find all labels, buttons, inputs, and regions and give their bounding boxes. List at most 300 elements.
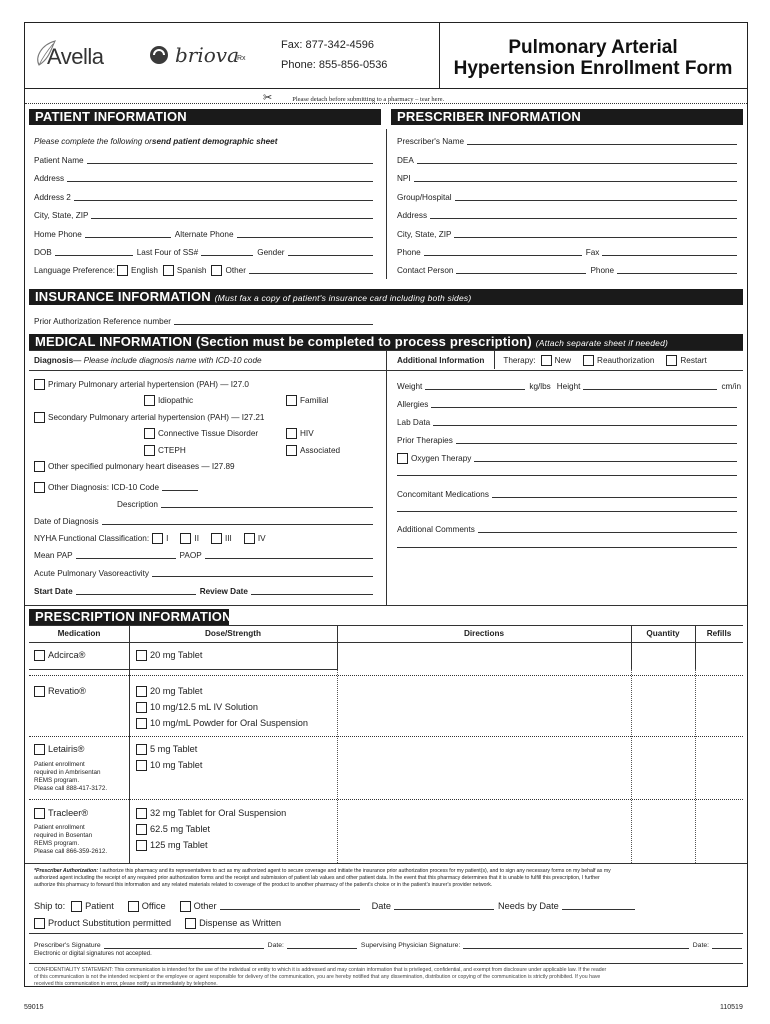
- weight-field[interactable]: [425, 381, 525, 390]
- review-date-field[interactable]: [251, 586, 373, 595]
- cteph-label: CTEPH: [158, 445, 186, 455]
- authorization-line-3: authorize this pharmacy to forward this information and any related materials related to coverage of the product to another pharmacy of the patient's choice or in the patient's insurer's provider network.: [34, 882, 493, 888]
- ship-other-field[interactable]: [220, 901, 360, 910]
- medical-divider: [386, 350, 387, 605]
- concomitant-row: [397, 488, 741, 500]
- alt-phone-field[interactable]: [237, 229, 373, 238]
- adcirca-checkbox[interactable]: [34, 650, 45, 661]
- tracleer-dose-2-row: [136, 823, 210, 835]
- letairis-dose-1-checkbox[interactable]: [136, 744, 147, 755]
- letairis-note-3: REMS program.: [34, 777, 80, 784]
- language-other-field[interactable]: [249, 265, 373, 274]
- additional-blank-line-3: [397, 547, 737, 548]
- associated-checkbox[interactable]: [286, 445, 297, 456]
- adcirca-dose-1-row: [136, 649, 202, 661]
- nyha-label: NYHA Functional Classification:: [34, 533, 150, 543]
- allergies-field[interactable]: [431, 399, 737, 408]
- dea-label: DEA: [397, 156, 414, 165]
- tracleer-dose-2-checkbox[interactable]: [136, 824, 147, 835]
- dob-label: DOB: [34, 248, 52, 257]
- authorization-line-2: authorized agent including the receipt of any required prior authorization forms and the receipt and submission of patient lab values and other patient data. In the event that this pharmacy determines that it is unable to fulfill this prescription, I further: [34, 875, 600, 881]
- patient-name-row: [34, 154, 377, 166]
- lab-data-field[interactable]: [433, 417, 737, 426]
- prescriber-address-field[interactable]: [430, 210, 737, 219]
- english-label: English: [131, 265, 158, 275]
- revatio-dose-3-checkbox[interactable]: [136, 718, 147, 729]
- scissors-icon: ✂: [263, 92, 273, 104]
- instruction-bold: send patient demographic sheet: [151, 137, 278, 146]
- language-label: Language Preference:: [34, 265, 116, 275]
- rx-dot-row-2: [29, 736, 743, 737]
- title-line-1: Pulmonary Arterial: [508, 37, 678, 58]
- ship-office-checkbox[interactable]: [128, 901, 139, 912]
- ship-office-label: Office: [141, 900, 166, 911]
- kg-lbs-label: kg/lbs: [529, 382, 551, 391]
- prescriber-fax-field[interactable]: [602, 247, 737, 256]
- revatio-label: Revatio®: [48, 685, 86, 696]
- tracleer-dose-1-row: [136, 807, 286, 819]
- shipping-bottom-border: [29, 933, 743, 934]
- therapy-new-checkbox[interactable]: [541, 355, 552, 366]
- ship-other-label: Other: [193, 900, 217, 911]
- additional-info-divider: [494, 351, 495, 369]
- oxygen-row: [397, 452, 741, 464]
- header-bottom-border: [25, 88, 747, 89]
- home-phone-field[interactable]: [85, 229, 171, 238]
- letairis-note-2: required in Ambrisentan: [34, 769, 101, 776]
- tracleer-dose-2-label: 62.5 mg Tablet: [150, 823, 211, 834]
- needs-by-label: Needs by Date: [498, 900, 559, 911]
- prescriber-sig-label: Prescriber's Signature: [34, 942, 101, 949]
- tracleer-note-1: Patient enrollment: [34, 824, 85, 831]
- vasoreactivity-label: Acute Pulmonary Vasoreactivity: [34, 569, 149, 578]
- insurance-note: (Must fax a copy of patient's insurance card including both sides): [214, 293, 472, 303]
- therapy-restart-label: Restart: [680, 355, 707, 365]
- prescriber-city-field[interactable]: [454, 229, 737, 238]
- prescriber-info-heading: PRESCRIBER INFORMATION: [391, 109, 743, 125]
- additional-info-header: [397, 354, 707, 366]
- prior-auth-field[interactable]: [174, 316, 373, 325]
- weight-label: Weight: [397, 382, 423, 391]
- fax-number: Fax: 877-342-4596: [281, 39, 374, 51]
- dea-row: [397, 154, 741, 166]
- nyha-i-checkbox[interactable]: [152, 533, 163, 544]
- letairis-dose-2-checkbox[interactable]: [136, 760, 147, 771]
- electronic-note: Electronic or digital signatures not accepted.: [34, 951, 152, 957]
- revatio-checkbox[interactable]: [34, 686, 45, 697]
- pah-primary-checkbox[interactable]: [34, 379, 45, 390]
- patient-address2-label: Address 2: [34, 193, 71, 202]
- briova-wordmark: briova: [175, 43, 240, 67]
- confidentiality-line-1: CONFIDENTIALITY STATEMENT: This communication is intended for the use of the individual or entity to which it is addressed and may contain information that is privileged, confidential, and exempt from disclosure under applicable law. If the reader: [34, 967, 607, 973]
- col-dose: Dose/Strength: [205, 629, 261, 638]
- ship-to-label: Ship to:: [34, 900, 66, 911]
- title-line-2: Hypertension Enrollment Form: [453, 58, 733, 79]
- other-pulm-label: Other specified pulmonary heart diseases — I27.89: [48, 461, 235, 471]
- cteph-checkbox[interactable]: [144, 445, 155, 456]
- letairis-note-4: Please call 888-417-3172.: [34, 785, 108, 792]
- lab-data-label: Lab Data: [397, 418, 431, 427]
- patient-address2-row: [34, 191, 377, 203]
- other-pulm-row: [34, 460, 235, 472]
- start-date-field[interactable]: [76, 586, 196, 595]
- needs-by-field[interactable]: [562, 901, 635, 910]
- ship-date-field[interactable]: [394, 901, 494, 910]
- description-row: [117, 498, 377, 510]
- idiopathic-checkbox[interactable]: [144, 395, 155, 406]
- dob-field[interactable]: [55, 247, 133, 256]
- associated-label: Associated: [300, 445, 341, 455]
- tracleer-note-4: Please call 866-359-2612.: [34, 848, 108, 855]
- patient-phone-row: [34, 228, 377, 240]
- briova-rx-suffix: Rx: [237, 55, 246, 62]
- mean-pap-label: Mean PAP: [34, 551, 73, 560]
- form-code-right: 110519: [720, 1004, 743, 1011]
- ctd-row: [144, 427, 258, 439]
- col-directions: Directions: [463, 629, 505, 638]
- tracleer-dose-1-label: 32 mg Tablet for Oral Suspension: [150, 807, 287, 818]
- detach-note-text: Please detach before submitting to a pharmacy – tear here.: [292, 96, 445, 103]
- prescriber-phone-field[interactable]: [424, 247, 582, 256]
- letairis-dose-1-row: [136, 743, 197, 755]
- npi-row: [397, 172, 741, 184]
- idiopathic-row: [144, 394, 193, 406]
- instruction-prefix: Please complete the following or: [34, 137, 152, 146]
- concomitant-label: Concomitant Medications: [397, 490, 489, 499]
- insurance-heading: [29, 289, 743, 305]
- contact-label: Contact Person: [397, 266, 454, 275]
- phone-number: Phone: 855-856-0536: [281, 59, 388, 71]
- tear-line: [25, 103, 747, 104]
- confidentiality-line-2: of this communication is not the intended recipient or the employee or agent responsible for delivery of the communication, you are hereby notified that any dissemination, distribution or copying of the communication is strictly prohibited. If you have: [34, 974, 601, 980]
- contact-row: [397, 264, 741, 276]
- rx-bottom-border: [25, 863, 747, 864]
- prescription-heading: PRESCRIPTION INFORMATION: [29, 609, 229, 625]
- paop-label: PAOP: [179, 551, 202, 560]
- prior-therapies-row: [397, 434, 741, 446]
- patient-address-field[interactable]: [67, 173, 373, 182]
- briova-logo: [149, 43, 259, 69]
- tracleer-note: [34, 824, 107, 856]
- nyha-iv-checkbox[interactable]: [244, 533, 255, 544]
- therapy-reauth-checkbox[interactable]: [583, 355, 594, 366]
- prescriber-phone-row: [397, 246, 741, 258]
- pah-secondary-checkbox[interactable]: [34, 412, 45, 423]
- prescriber-address-row: [397, 209, 741, 221]
- patient-instruction: [34, 135, 277, 147]
- revatio-dose-1-checkbox[interactable]: [136, 686, 147, 697]
- revatio-dose-1-row: [136, 685, 202, 697]
- other-dx-row: [34, 481, 202, 493]
- review-date-label: Review Date: [199, 587, 248, 596]
- ship-date-label: Date: [371, 900, 392, 911]
- gender-label: Gender: [257, 248, 285, 257]
- adcirca-label: Adcirca®: [48, 649, 86, 660]
- contact-field[interactable]: [456, 265, 586, 274]
- daw-label: Dispense as Written: [199, 917, 282, 928]
- ctd-checkbox[interactable]: [144, 428, 155, 439]
- ship-patient-label: Patient: [85, 900, 114, 911]
- substitution-checkbox[interactable]: [34, 918, 45, 929]
- hiv-checkbox[interactable]: [286, 428, 297, 439]
- patient-name-field[interactable]: [87, 155, 373, 164]
- sig-date-2-field[interactable]: [712, 940, 742, 949]
- height-label: Height: [556, 382, 581, 391]
- npi-label: NPI: [397, 174, 411, 183]
- nyha-row: [34, 532, 266, 544]
- prescriber-name-label: Prescriber's Name: [397, 137, 465, 146]
- supervising-label: Supervising Physician Signature:: [360, 942, 461, 949]
- rx-header-bottom: [29, 642, 743, 643]
- prior-therapies-field[interactable]: [456, 435, 737, 444]
- other-dx-checkbox[interactable]: [34, 482, 45, 493]
- language-other-checkbox[interactable]: [211, 265, 222, 276]
- patient-info-heading: PATIENT INFORMATION: [29, 109, 381, 125]
- description-field[interactable]: [161, 499, 373, 508]
- group-row: [397, 191, 741, 203]
- comments-row: [397, 523, 741, 535]
- gender-field[interactable]: [288, 247, 373, 256]
- signature-bottom-border: [29, 963, 743, 964]
- allergies-row: [397, 398, 741, 410]
- daw-checkbox[interactable]: [185, 918, 196, 929]
- authorization-line-1: I authorize this pharmacy and its representatives to act as my authorized agent to secure coverage and initiate the insurance prior authorization process for my patient(s), and to sign any necessary forms on my behalf as my: [98, 868, 611, 874]
- authorization-text: [34, 868, 740, 889]
- lab-data-row: [397, 416, 741, 428]
- height-field[interactable]: [583, 381, 717, 390]
- familial-label: Familial: [300, 395, 329, 405]
- therapy-reauth-label: Reauthorization: [597, 355, 655, 365]
- start-review-row: [34, 585, 377, 597]
- therapy-label: Therapy:: [503, 355, 536, 365]
- form-title: [439, 37, 747, 79]
- group-field[interactable]: [455, 192, 737, 201]
- prior-auth-label: Prior Authorization Reference number: [34, 317, 171, 326]
- language-row: [34, 264, 377, 276]
- contact-phone-label: Phone: [590, 266, 615, 275]
- cteph-row: [144, 444, 186, 456]
- letairis-dose-1-label: 5 mg Tablet: [150, 743, 198, 754]
- familial-checkbox[interactable]: [286, 395, 297, 406]
- revatio-row: [34, 685, 86, 697]
- prescriber-fax-label: Fax: [585, 248, 600, 257]
- adcirca-row: [34, 649, 85, 661]
- patient-address-label: Address: [34, 174, 65, 183]
- sig-date-2-label: Date:: [692, 942, 709, 949]
- oxygen-label: Oxygen Therapy: [411, 454, 472, 463]
- group-label: Group/Hospital: [397, 193, 452, 202]
- prescriber-city-label: City, State, ZIP: [397, 230, 452, 239]
- form-code-left: 59015: [24, 1004, 44, 1011]
- prescriber-name-field[interactable]: [467, 136, 737, 145]
- tracleer-dose-3-row: [136, 839, 208, 851]
- rx-dot-row-3: [29, 799, 743, 800]
- briova-mark-icon: [149, 45, 169, 65]
- date-dx-field[interactable]: [102, 516, 373, 525]
- col-quantity: Quantity: [646, 629, 680, 638]
- ship-to-row: [34, 900, 639, 912]
- letairis-note: [34, 761, 107, 793]
- adcirca-dose-1-label: 20 mg Tablet: [150, 649, 203, 660]
- prescriber-sig-field[interactable]: [104, 940, 264, 949]
- patient-prescriber-divider: [386, 129, 387, 279]
- rx-dot-col-3: [631, 669, 632, 863]
- home-phone-label: Home Phone: [34, 230, 82, 239]
- pah-primary-row: [34, 378, 249, 390]
- patient-address2-field[interactable]: [74, 192, 373, 201]
- therapy-new-label: New: [554, 355, 572, 365]
- revatio-dose-3-row: [136, 717, 308, 729]
- pap-row: [34, 549, 377, 561]
- comments-field[interactable]: [478, 524, 737, 533]
- patient-city-field[interactable]: [91, 210, 373, 219]
- prescriber-address-label: Address: [397, 211, 428, 220]
- sig-date-1-label: Date:: [267, 942, 284, 949]
- rx-row-line-1: [29, 669, 338, 670]
- language-other-label: Other: [225, 265, 246, 275]
- vasoreactivity-field[interactable]: [152, 568, 373, 577]
- oxygen-field[interactable]: [474, 453, 737, 462]
- idiopathic-label: Idiopathic: [158, 395, 194, 405]
- start-date-label: Start Date: [34, 587, 73, 596]
- prescriber-name-row: [397, 135, 741, 147]
- ctd-label: Connective Tissue Disorder: [158, 428, 259, 438]
- medical-bottom-border: [25, 605, 747, 606]
- tracleer-dose-3-checkbox[interactable]: [136, 840, 147, 851]
- nyha-iii-label: III: [224, 533, 232, 543]
- pah-primary-label: Primary Pulmonary arterial hypertension (PAH) — I27.0: [48, 379, 249, 389]
- date-dx-label: Date of Diagnosis: [34, 517, 99, 526]
- revatio-dose-2-label: 10 mg/12.5 mL IV Solution: [150, 701, 258, 712]
- nyha-ii-checkbox[interactable]: [180, 533, 191, 544]
- additional-blank-line-2: [397, 511, 737, 512]
- diagnosis-label: Diagnosis: [34, 356, 74, 365]
- concomitant-field[interactable]: [492, 489, 737, 498]
- associated-row: [286, 444, 340, 456]
- letairis-dose-2-label: 10 mg Tablet: [150, 759, 203, 770]
- col-refills: Refills: [706, 629, 732, 638]
- nyha-iv-label: IV: [257, 533, 266, 543]
- rx-header-top: [29, 625, 743, 626]
- patient-city-row: [34, 209, 377, 221]
- letairis-dose-2-row: [136, 759, 202, 771]
- therapy-restart-checkbox[interactable]: [666, 355, 677, 366]
- additional-info-label: Additional Information: [397, 355, 485, 365]
- ssn-label: Last Four of SS#: [136, 248, 199, 257]
- pah-secondary-row: [34, 411, 264, 423]
- rx-dot-col-2: [337, 669, 338, 863]
- additional-blank-line-1: [397, 475, 737, 476]
- diagnosis-header: [34, 354, 262, 366]
- letairis-label: Letairis®: [48, 743, 85, 754]
- prior-therapies-label: Prior Therapies: [397, 436, 453, 445]
- cm-in-label: cm/in: [721, 382, 741, 391]
- rx-col-line-1: [129, 625, 130, 863]
- revatio-dose-2-row: [136, 701, 258, 713]
- letairis-note-1: Patient enrollment: [34, 761, 85, 768]
- spanish-checkbox[interactable]: [163, 265, 174, 276]
- oxygen-checkbox[interactable]: [397, 453, 408, 464]
- mean-pap-field[interactable]: [76, 550, 176, 559]
- tracleer-note-3: REMS program.: [34, 840, 80, 847]
- allergies-label: Allergies: [397, 400, 429, 409]
- hiv-label: HIV: [300, 428, 314, 438]
- date-dx-row: [34, 515, 377, 527]
- spanish-label: Spanish: [176, 265, 207, 275]
- insurance-heading-text: INSURANCE INFORMATION: [35, 289, 211, 304]
- enrollment-form: [24, 22, 748, 987]
- col-medication: Medication: [57, 629, 101, 638]
- tracleer-checkbox[interactable]: [34, 808, 45, 819]
- prior-auth-row: [34, 315, 377, 327]
- tracleer-row: [34, 807, 88, 819]
- revatio-dose-2-checkbox[interactable]: [136, 702, 147, 713]
- vasoreactivity-row: [34, 567, 377, 579]
- dea-field[interactable]: [417, 155, 737, 164]
- medical-note: (Attach separate sheet if needed): [535, 338, 669, 348]
- nyha-i-label: I: [166, 533, 169, 543]
- revatio-dose-1-label: 20 mg Tablet: [150, 685, 203, 696]
- revatio-dose-3-label: 10 mg/mL Powder for Oral Suspension: [150, 717, 308, 728]
- diagnosis-hint: — Please include diagnosis name with ICD-10 code: [73, 356, 262, 365]
- letairis-checkbox[interactable]: [34, 744, 45, 755]
- ship-other-checkbox[interactable]: [180, 901, 191, 912]
- confidentiality-line-3: received this communication in error, please notify us immediately by telephone.: [34, 981, 218, 987]
- paop-field[interactable]: [205, 550, 373, 559]
- letairis-row: [34, 743, 84, 755]
- avella-wordmark: Avella: [47, 44, 104, 69]
- hiv-row: [286, 427, 314, 439]
- description-label: Description: [117, 500, 158, 509]
- patient-dob-row: [34, 246, 377, 258]
- pah-secondary-label: Secondary Pulmonary arterial hypertension (PAH) — I27.21: [48, 412, 265, 422]
- substitution-row: [34, 917, 281, 929]
- comments-label: Additional Comments: [397, 525, 475, 534]
- tracleer-dose-1-checkbox[interactable]: [136, 808, 147, 819]
- adcirca-dose-1-checkbox[interactable]: [136, 650, 147, 661]
- nyha-iii-checkbox[interactable]: [211, 533, 222, 544]
- weight-row: [397, 380, 741, 392]
- ship-patient-checkbox[interactable]: [71, 901, 82, 912]
- medical-heading-text: MEDICAL INFORMATION (Section must be completed to process prescription): [35, 334, 532, 349]
- ssn-field[interactable]: [201, 247, 253, 256]
- familial-row: [286, 394, 328, 406]
- substitution-label: Product Substitution permitted: [48, 917, 172, 928]
- prescriber-city-row: [397, 228, 741, 240]
- supervising-field[interactable]: [463, 940, 688, 949]
- npi-field[interactable]: [414, 173, 737, 182]
- avella-logo: [33, 37, 143, 71]
- other-dx-label: Other Diagnosis: ICD-10 Code: [48, 483, 160, 492]
- other-pulm-checkbox[interactable]: [34, 461, 45, 472]
- patient-address-row: [34, 172, 377, 184]
- authorization-label: *Prescriber Authorization:: [34, 868, 99, 874]
- tracleer-dose-3-label: 125 mg Tablet: [150, 839, 208, 850]
- medical-heading: [29, 334, 743, 350]
- sig-date-1-field[interactable]: [287, 940, 357, 949]
- english-checkbox[interactable]: [117, 265, 128, 276]
- tracleer-note-2: required in Bosentan: [34, 832, 93, 839]
- contact-phone-field[interactable]: [617, 265, 737, 274]
- confidentiality-statement: [34, 967, 740, 988]
- patient-city-label: City, State, ZIP: [34, 211, 89, 220]
- other-dx-field[interactable]: [162, 482, 198, 491]
- prescriber-phone-label: Phone: [397, 248, 421, 257]
- tracleer-label: Tracleer®: [48, 807, 89, 818]
- nyha-ii-label: II: [194, 533, 199, 543]
- patient-name-label: Patient Name: [34, 156, 84, 165]
- alt-phone-label: Alternate Phone: [174, 230, 234, 239]
